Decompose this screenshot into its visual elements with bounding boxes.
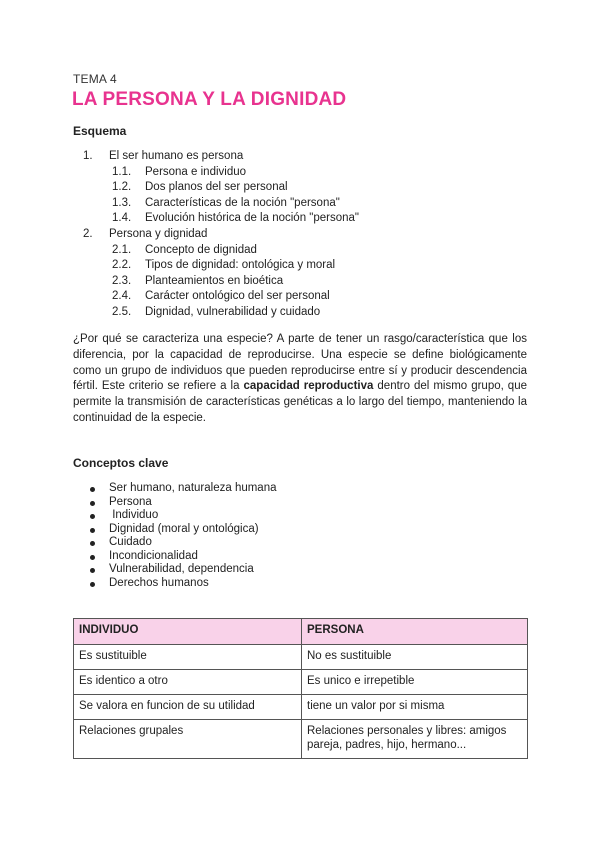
table-cell: tiene un valor por si misma [302, 695, 528, 720]
table-cell: Es sustituible [74, 645, 302, 670]
outline-label: Persona y dignidad [109, 228, 208, 240]
outline-number: 2.1. [112, 244, 132, 256]
bullet-icon [90, 582, 95, 587]
list-item-label: Vulnerabilidad, dependencia [109, 563, 254, 575]
list-item-label: Incondicionalidad [109, 549, 198, 562]
outline-subitem-2-1 [0, 244, 600, 260]
outline-number: 1.4. [112, 212, 132, 224]
outline-number: 2.2. [112, 259, 132, 271]
bullet-icon [90, 528, 95, 533]
list-item-label: Individuo [109, 509, 159, 521]
outline-label: Tipos de dignidad: ontológica y moral [145, 259, 336, 271]
outline-number: 1. [83, 150, 93, 162]
column-header-individuo: INDIVIDUO [74, 619, 302, 645]
outline-number: 2.3. [112, 275, 132, 287]
outline-number: 1.3. [112, 197, 132, 209]
list-item [0, 482, 600, 496]
list-item [0, 496, 600, 510]
conceptos-heading: Conceptos clave [73, 456, 169, 470]
outline-number: 2. [83, 228, 93, 240]
outline-item-2 [0, 228, 600, 244]
table-row [74, 695, 528, 720]
table-cell: Relaciones grupales [74, 720, 302, 759]
outline-subitem-1-3 [0, 197, 600, 213]
outline-label: Evolución histórica de la noción "persona" [145, 212, 360, 224]
comparison-table [73, 618, 528, 759]
outline-item-1 [0, 150, 600, 166]
bullet-icon [90, 568, 95, 573]
outline-label: Dignidad, vulnerabilidad y cuidado [145, 306, 321, 318]
outline-label: Planteamientos en bioética [145, 275, 284, 287]
bullet-icon [90, 541, 95, 546]
bullet-icon [90, 501, 95, 506]
table-row [74, 720, 528, 759]
outline-label: Persona e individuo [145, 166, 247, 178]
outline-number: 1.2. [112, 181, 132, 193]
list-item-label: Persona [109, 495, 152, 508]
outline-subitem-1-1 [0, 166, 600, 182]
outline-label: Concepto de dignidad [145, 244, 257, 256]
list-item-label: Derechos humanos [109, 576, 209, 589]
paragraph-text: dentro del mismo grupo, que permite la transmisión de características genéticas a lo largo del tiempo, manteniendo la continuidad de la especie. [73, 380, 527, 424]
table-cell: Se valora en funcion de su utilidad [74, 695, 302, 720]
table-cell: Es unico e irrepetible [302, 670, 528, 695]
esquema-heading: Esquema [73, 124, 127, 138]
list-item [0, 509, 600, 523]
list-item [0, 577, 600, 591]
table-header-row [74, 619, 528, 645]
paragraph-bold-term: capacidad reproductiva [243, 380, 374, 393]
outline-label: Características de la noción "persona" [145, 197, 340, 209]
outline-subitem-2-5 [0, 306, 600, 322]
list-item [0, 536, 600, 550]
outline-subitem-2-2 [0, 259, 600, 275]
chapter-label: TEMA 4 [73, 72, 117, 86]
bullet-icon [90, 514, 95, 519]
list-item-label: Ser humano, naturaleza humana [109, 482, 277, 494]
outline-subitem-2-4 [0, 290, 600, 306]
outline-subitem-1-2 [0, 181, 600, 197]
outline-label: Carácter ontológico del ser personal [145, 290, 330, 302]
outline-subitem-2-3 [0, 275, 600, 291]
outline-number: 1.1. [112, 166, 132, 178]
outline-label: Dos planos del ser personal [145, 181, 288, 193]
table-cell: No es sustituible [302, 645, 528, 670]
bullet-icon [90, 555, 95, 560]
paragraph-text: ¿Por qué se caracteriza una especie? A parte de tener un rasgo/característica que los diferencia, por la capacidad de reproducirse. Una especie se define biológicamente como un grupo de individuos que pueden reproducirse entre sí y producir descendencia fértil. Este criterio se refiere a la [73, 333, 527, 393]
outline-number: 2.4. [112, 290, 132, 302]
table-row [74, 645, 528, 670]
table-cell: Relaciones personales y libres: amigos pareja, padres, hijo, hermano... [302, 720, 528, 759]
list-item-label: Dignidad (moral y ontológica) [109, 522, 259, 535]
outline-number: 2.5. [112, 306, 132, 318]
list-item-label: Cuidado [109, 536, 152, 548]
list-item [0, 550, 600, 564]
intro-paragraph [73, 332, 527, 427]
table-cell: Es identico a otro [74, 670, 302, 695]
table-row [74, 670, 528, 695]
column-header-persona: PERSONA [302, 619, 528, 645]
outline-label: El ser humano es persona [109, 150, 244, 162]
list-item [0, 523, 600, 537]
page-title: LA PERSONA Y LA DIGNIDAD [72, 89, 347, 110]
list-item [0, 563, 600, 577]
outline-subitem-1-4 [0, 212, 600, 228]
bullet-icon [90, 487, 95, 492]
